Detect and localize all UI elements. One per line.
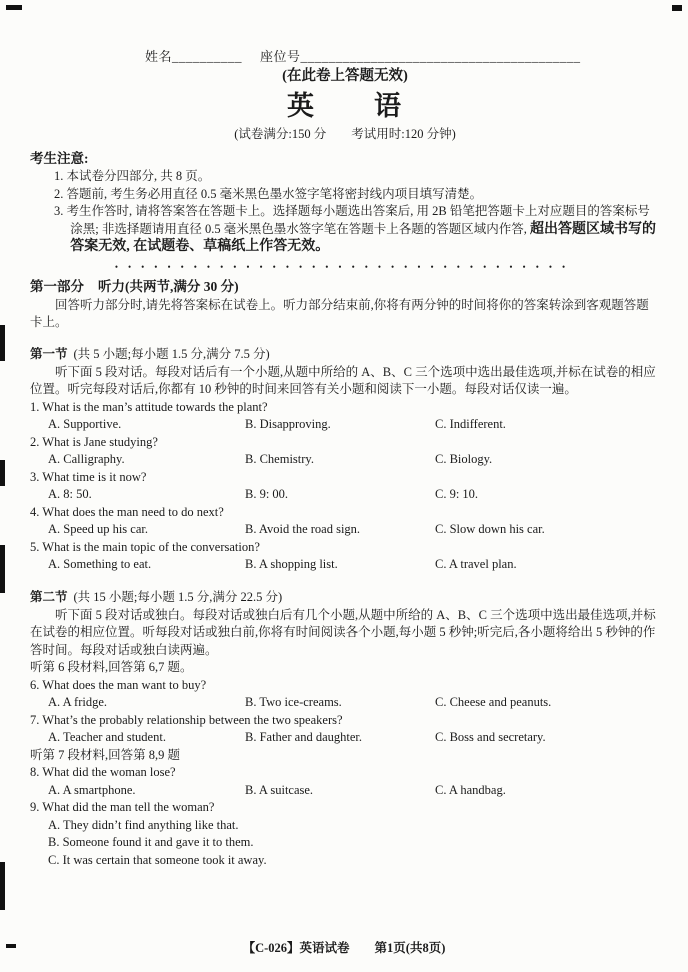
question-text: 6. What does the man want to buy? <box>30 677 207 692</box>
question-options <box>30 817 660 870</box>
question-text: 3. What time is it now? <box>30 469 147 484</box>
part1-heading <box>30 277 660 297</box>
option-c: C. Boss and secretary. <box>435 730 546 744</box>
option-b: B. Two ice-creams. <box>245 695 342 709</box>
option-c: C. A travel plan. <box>435 557 517 571</box>
option-a: A. Speed up his car. <box>48 522 148 536</box>
option-a: A. Something to eat. <box>48 557 152 571</box>
question-options <box>30 729 660 747</box>
question-options <box>30 451 660 469</box>
option-c: C. Indifferent. <box>435 417 506 431</box>
part1-title: 听力(共两节,满分 30 分) <box>98 278 239 294</box>
notice-item-1: 1. 本试卷分四部分, 共 8 页。 <box>54 169 211 183</box>
question-text: 5. What is the main topic of the conversation? <box>30 539 260 554</box>
notice-item-3 <box>54 203 660 256</box>
notice-item-3-text: 3. 考生作答时, 请将答案答在答题卡上。选择题每小题选出答案后, 用 2B 铅笔把答题卡上对应题目的答案标号涂黑; 非选择题请用直径 0.5 毫米黑色墨水签字笔在答题卡上各题的答题区域内作答, <box>54 204 650 236</box>
option-b: B. A suitcase. <box>245 782 314 797</box>
question-1 <box>30 399 660 434</box>
question-9 <box>30 799 660 869</box>
question-options <box>30 521 660 539</box>
option-c: C. Biology. <box>435 452 493 466</box>
page-content <box>30 48 660 869</box>
notice-item-2: 2. 答题前, 考生务必用直径 0.5 毫米黑色墨水签字笔将密封线内项目填写清楚。 <box>54 186 483 201</box>
option-c: C. 9: 10. <box>435 487 479 501</box>
section2-label: 第二节 <box>30 589 68 604</box>
dotted-separator: ••••••••••••••••••••••••••••••••••• <box>114 261 576 272</box>
section2-intro: 听下面 5 段对话或独白。每段对话或独白后有几个小题,从题中所给的 A、B、C 三个选项中选出最佳选项,并标在试卷的相应位置。听每段对话或独白前,你将有时间阅读各个小题,每小题 5 秒钟;听完后,各小题将给出 5 秒钟的作答时间。每段对话或独白读两遍。 <box>30 607 656 657</box>
notice-item-3-bold-text: 超出答题区域书写的答案无效, 在试题卷、草稿纸上作答无效。 <box>70 221 656 254</box>
candidate-notice-heading: 考生注意: <box>30 151 89 166</box>
registration-mark <box>0 862 5 910</box>
option-b: B. Disapproving. <box>245 417 331 431</box>
option-a: A. 8: 50. <box>48 487 92 501</box>
question-5 <box>30 539 660 574</box>
name-label: 姓名__________ <box>145 49 243 64</box>
registration-mark <box>0 325 5 361</box>
option-c: C. A handbag. <box>435 782 506 797</box>
question-7 <box>30 712 660 747</box>
exam-info-line: (试卷满分:150 分 考试用时:120 分钟) <box>234 127 456 141</box>
option-a: A. They didn’t find anything like that. <box>48 817 239 832</box>
question-options <box>30 694 660 712</box>
section-gap <box>30 574 660 588</box>
page-footer: 【C-026】英语试卷 第1页(共8页) <box>242 941 446 955</box>
registration-mark <box>6 5 22 10</box>
part1-label: 第一部分 <box>30 278 84 294</box>
question-options <box>30 416 660 434</box>
registration-mark <box>0 460 5 486</box>
section1-heading <box>30 345 660 364</box>
registration-mark <box>672 5 682 11</box>
section2-heading <box>30 588 660 607</box>
section1-detail: (共 5 小题;每小题 1.5 分,满分 7.5 分) <box>73 346 270 361</box>
option-b: B. Avoid the road sign. <box>245 522 361 536</box>
question-text: 1. What is the man’s attitude towards the plant? <box>30 399 268 414</box>
question-4 <box>30 504 660 539</box>
section1-intro: 听下面 5 段对话。每段对话后有一个小题,从题中所给的 A、B、C 三个选项中选出最佳选项,并标在试卷的相应位置。听完每段对话后,你都有 10 秒钟的时间来回答有关小题和阅读下一小题。每段对话仅读一遍。 <box>30 364 656 396</box>
question-text: 8. What did the woman lose? <box>30 765 176 779</box>
invalid-notice: (在此卷上答题无效) <box>282 68 408 84</box>
option-b: B. 9: 00. <box>245 487 289 501</box>
question-options <box>30 556 660 574</box>
name-seat-line <box>30 48 660 66</box>
material-6-prompt: 听第 6 段材料,回答第 6,7 题。 <box>30 660 193 674</box>
option-b: B. Chemistry. <box>245 452 314 466</box>
option-a: A. Supportive. <box>48 417 122 431</box>
option-b: B. A shopping list. <box>245 557 338 571</box>
seat-number-label: 座位号________________________________________ <box>260 49 581 64</box>
option-a: A. Teacher and student. <box>48 730 166 744</box>
section2-detail: (共 15 小题;每小题 1.5 分,满分 22.5 分) <box>73 589 283 604</box>
option-b: B. Someone found it and gave it to them. <box>48 835 254 849</box>
section1-label: 第一节 <box>30 346 68 361</box>
question-text: 4. What does the man need to do next? <box>30 504 224 519</box>
question-6 <box>30 677 660 712</box>
question-options <box>30 486 660 504</box>
exam-title: 英 语 <box>287 91 403 121</box>
question-text: 7. What’s the probably relationship between the two speakers? <box>30 712 343 727</box>
option-b: B. Father and daughter. <box>245 730 362 744</box>
question-3 <box>30 469 660 504</box>
material-7-prompt: 听第 7 段材料,回答第 8,9 题 <box>30 747 181 762</box>
registration-mark <box>0 545 5 593</box>
option-a: A. Calligraphy. <box>48 452 125 466</box>
question-8 <box>30 764 660 799</box>
option-a: A. A fridge. <box>48 695 108 709</box>
question-text: 9. What did the man tell the woman? <box>30 800 215 814</box>
candidate-notice-list <box>54 168 660 256</box>
part1-intro: 回答听力部分时,请先将答案标在试卷上。听力部分结束前,你将有两分钟的时间将你的答案转涂到客观题答题卡上。 <box>30 297 649 329</box>
question-2 <box>30 434 660 469</box>
option-c: C. It was certain that someone took it away. <box>48 852 267 867</box>
question-text: 2. What is Jane studying? <box>30 434 158 449</box>
option-c: C. Slow down his car. <box>435 522 545 536</box>
option-c: C. Cheese and peanuts. <box>435 695 552 709</box>
question-options <box>30 782 660 800</box>
option-a: A. A smartphone. <box>48 782 136 797</box>
